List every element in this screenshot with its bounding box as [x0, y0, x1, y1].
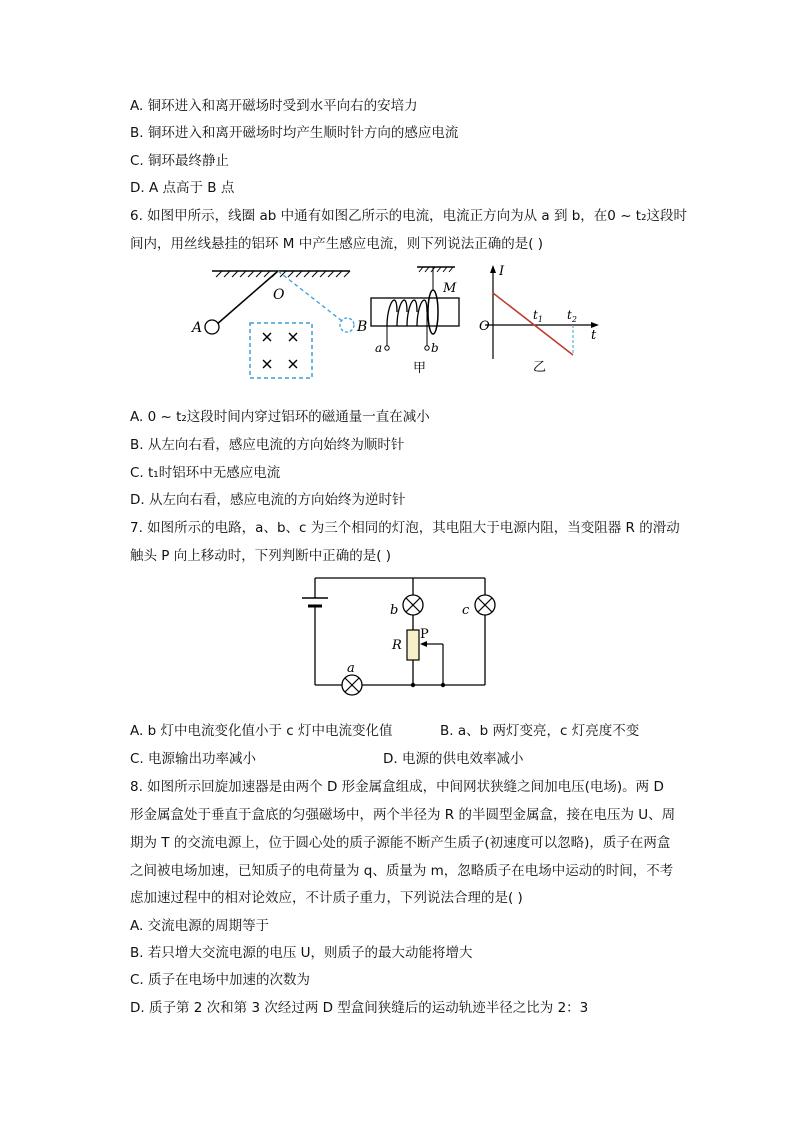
- q6-pendulum-figure: [190, 265, 370, 385]
- pendulum-string-left: [216, 271, 278, 325]
- caption-yi: 乙: [533, 360, 547, 375]
- q7-stem-line1: 7. 如图所示的电路，a、b、c 为三个相同的灯泡，其电阻大于电源内阻，当变阻器 R 的滑动: [130, 520, 680, 536]
- rheostat-label: R: [392, 638, 402, 653]
- pendulum-string-right: [278, 271, 342, 321]
- lamp-a: [342, 675, 362, 695]
- coil-label-a: a: [375, 341, 383, 355]
- lamp-c: [475, 595, 495, 615]
- rheostat-r: [407, 630, 419, 660]
- t2-label: $t_2$: [567, 308, 577, 324]
- q5-option-a: A. 铜环进入和离开磁场时受到水平向右的安培力: [130, 98, 418, 114]
- slider-label: P: [420, 627, 429, 642]
- copper-ring-b: [340, 318, 354, 332]
- copper-ring-a: [205, 320, 219, 334]
- q6-current-graph: [475, 263, 605, 378]
- q8-stem-line2: 形金属盒处于垂直于盒底的匀强磁场中，两个半径为 R 的半圆型金属盒，接在电压为 U、周: [130, 807, 676, 823]
- q6-stem-line2: 间内，用丝线悬挂的铝环 M 中产生感应电流，则下列说法正确的是( ): [130, 236, 544, 252]
- q7-option-d: D. 电源的供电效率减小: [383, 751, 524, 767]
- label-o: O: [273, 287, 285, 303]
- q6-coil-figure: [365, 262, 475, 380]
- q7-circuit-diagram: [290, 570, 510, 700]
- lamp-c-label: c: [462, 603, 470, 618]
- q6-option-c: C. t₁时铝环中无感应电流: [130, 465, 281, 481]
- ring-label-m: M: [443, 281, 457, 296]
- current-line: [493, 293, 573, 355]
- axis-label-t: t: [591, 328, 597, 343]
- solenoid-core: [371, 298, 459, 326]
- coil-label-b: b: [431, 341, 439, 355]
- origin-label: O: [479, 319, 490, 334]
- lamp-a-label: a: [347, 661, 355, 676]
- lamp-b-label: b: [390, 603, 399, 618]
- aluminum-ring-m: [428, 290, 438, 334]
- caption-jia: 甲: [413, 361, 427, 376]
- q6-option-a: A. 0 ~ t₂这段时间内穿过铝环的磁通量一直在减小: [130, 409, 430, 425]
- q8-stem-line1: 8. 如图所示回旋加速器是由两个 D 形金属盒组成，中间网状狭缝之间加电压(电场)。两 D: [130, 779, 664, 795]
- label-a: A: [192, 320, 203, 336]
- q6-option-b: B. 从左向右看，感应电流的方向始终为顺时针: [130, 437, 405, 453]
- q5-option-c: C. 铜环最终静止: [130, 153, 230, 169]
- q5-option-b: B. 铜环进入和离开磁场时均产生顺时针方向的感应电流: [130, 125, 459, 141]
- q8-option-d: D. 质子第 2 次和第 3 次经过两 D 型盒间狭缝后的运动轨迹半径之比为 2：3: [130, 1000, 589, 1016]
- q7-option-a: A. b 灯中电流变化值小于 c 灯中电流变化值: [130, 723, 393, 739]
- q7-option-c: C. 电源输出功率减小: [130, 751, 257, 767]
- lamp-b: [403, 595, 423, 615]
- q7-stem-line2: 触头 P 向上移动时，下列判断中正确的是( ): [130, 548, 392, 564]
- q8-stem-line5: 虑加速过程中的相对论效应，不计质子重力，下列说法合理的是( ): [130, 890, 523, 906]
- t1-label: $t_1$: [533, 308, 543, 324]
- label-b: B: [357, 319, 368, 335]
- q7-option-b: B. a、b 两灯变亮，c 灯亮度不变: [440, 723, 640, 739]
- magnetic-field-region: [250, 323, 312, 378]
- q8-option-a: A. 交流电源的周期等于: [130, 918, 270, 934]
- q8-stem-line3: 期为 T 的交流电源上，位于圆心处的质子源能不断产生质子(初速度可以忽略)，质子在两盒: [130, 835, 671, 851]
- q8-stem-line4: 之间被电场加速，已知质子的电荷量为 q、质量为 m，忽略质子在电场中运动的时间，不考: [130, 863, 674, 879]
- q5-option-d: D. A 点高于 B 点: [130, 180, 235, 196]
- q8-option-c: C. 质子在电场中加速的次数为: [130, 972, 311, 988]
- q6-stem-line1: 6. 如图甲所示，线圈 ab 中通有如图乙所示的电流，电流正方向为从 a 到 b，在0 ~ t₂这段时: [130, 208, 687, 224]
- axis-label-i: I: [499, 264, 505, 279]
- q8-option-b: B. 若只增大交流电源的电压 U，则质子的最大动能将增大: [130, 945, 473, 961]
- q6-option-d: D. 从左向右看，感应电流的方向始终为逆时针: [130, 492, 406, 508]
